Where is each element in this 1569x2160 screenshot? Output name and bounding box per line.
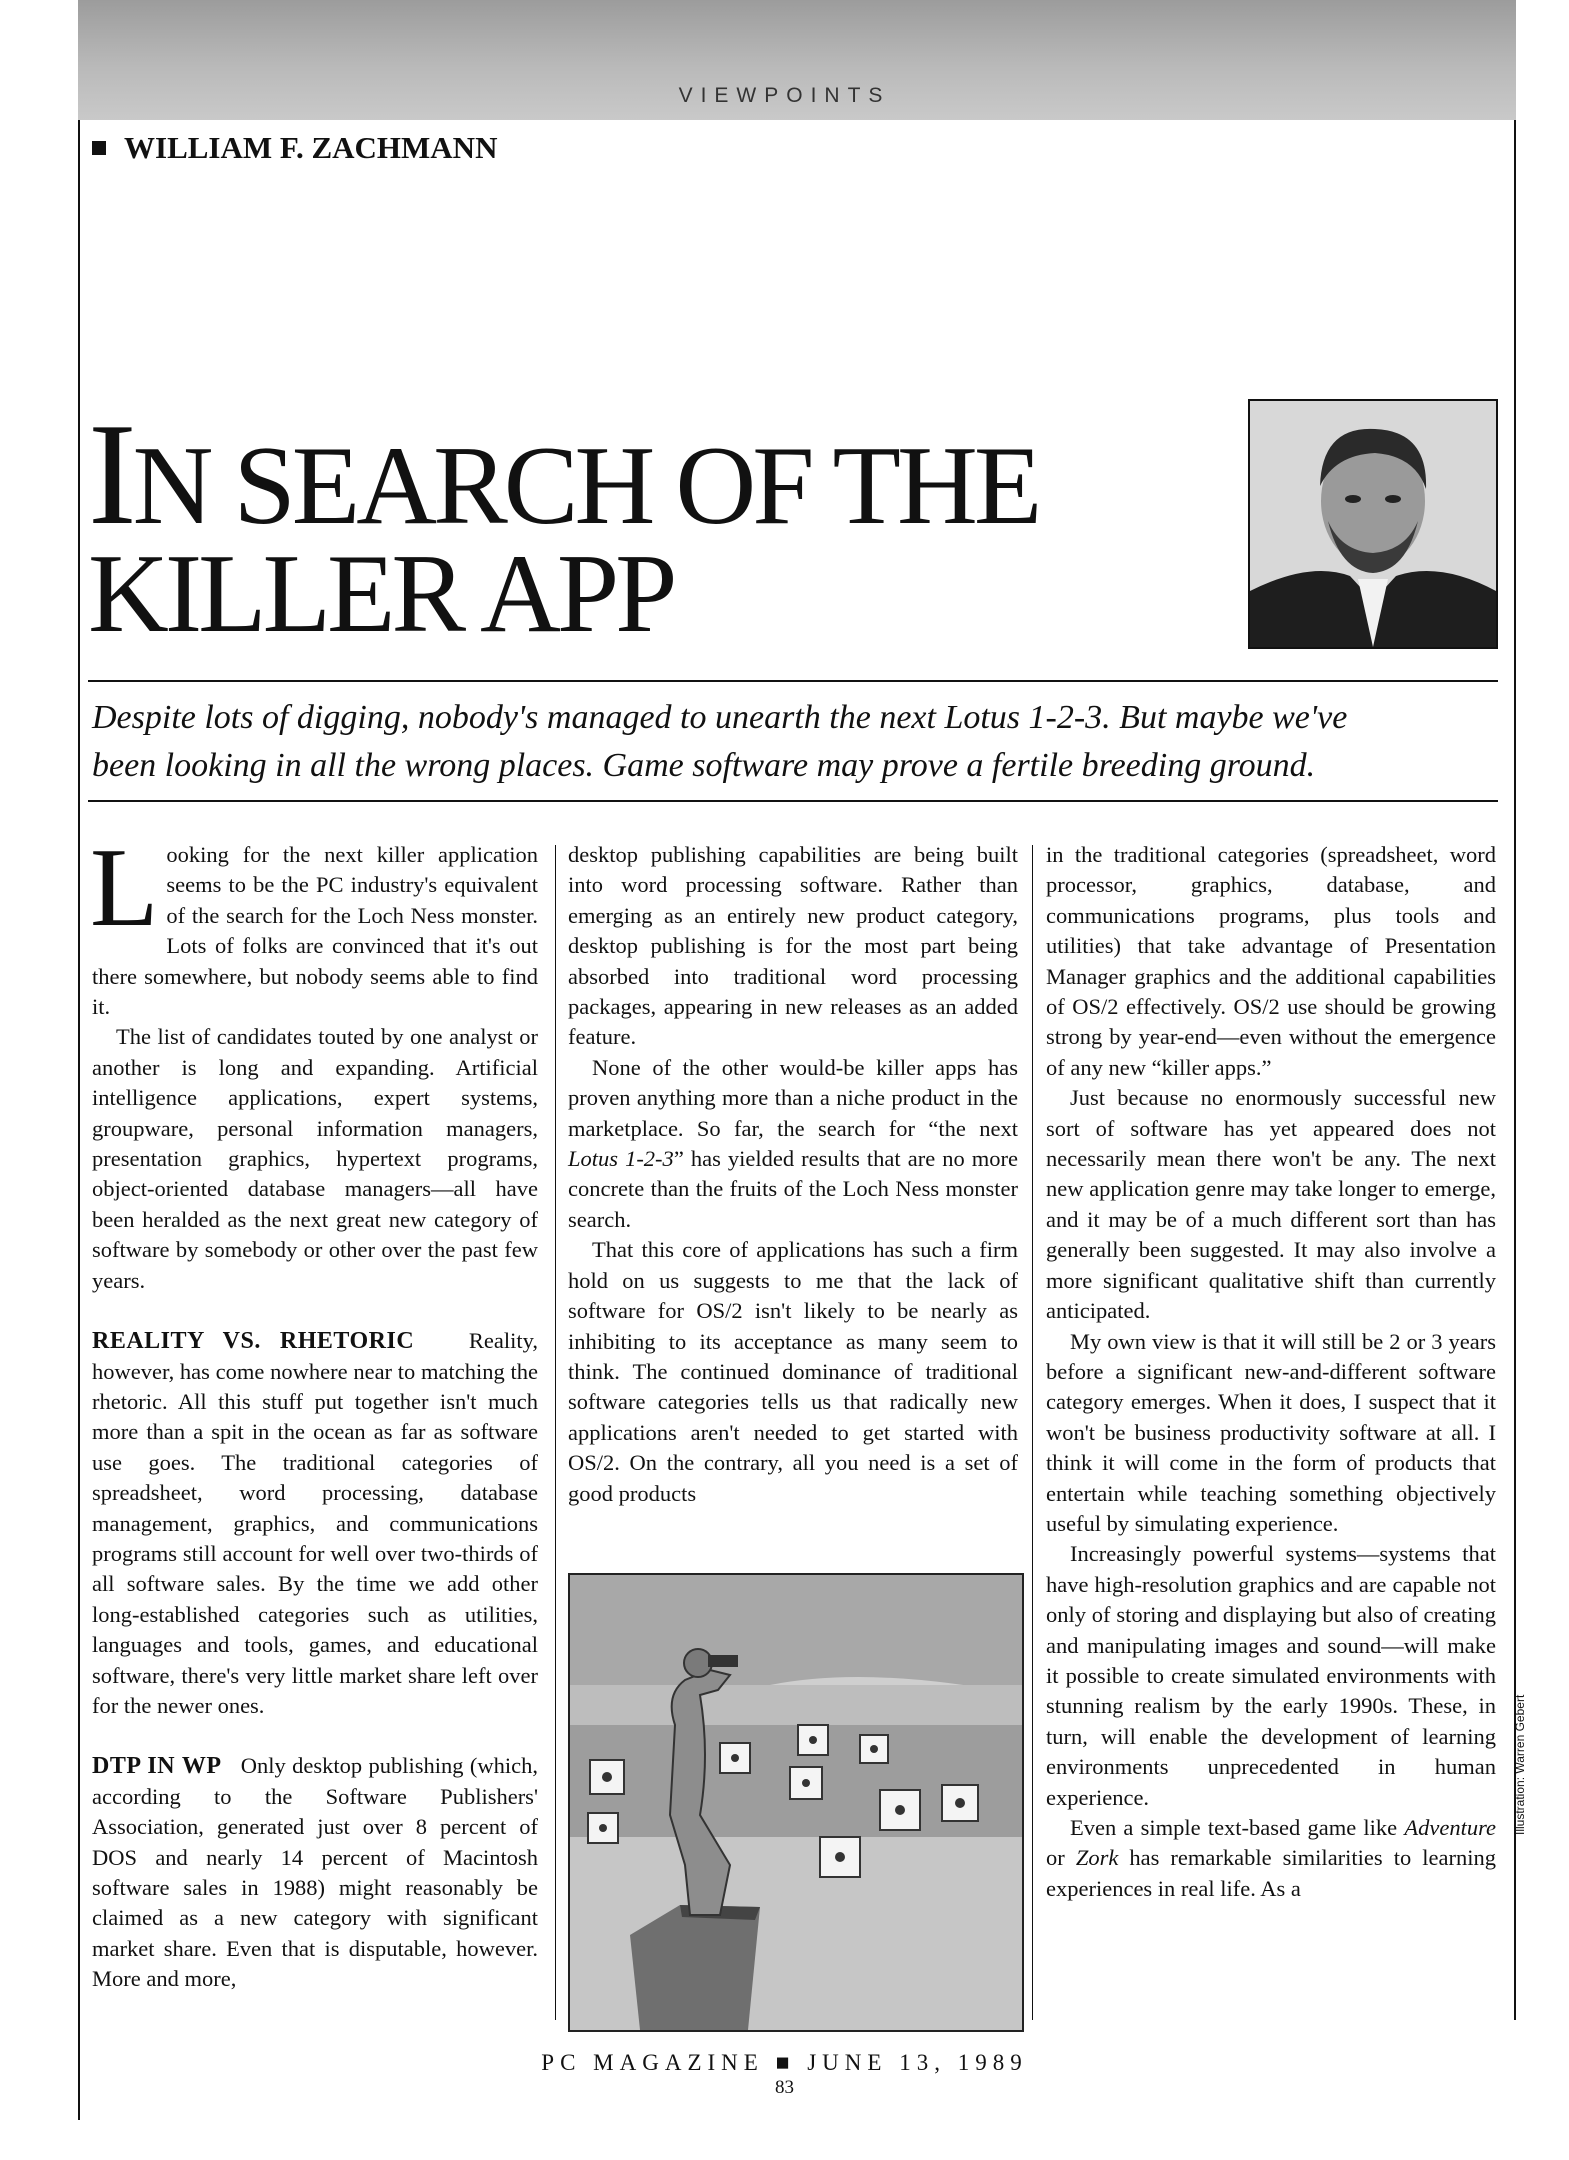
col1-paragraph-1: ooking for the next killer application seems to be the PC industry's equivalent of the search for the Loch Ness monster. Lots of folks are convinced that it's out there somewhere, but nobody seems able to find it. — [92, 842, 538, 1020]
bullet-square-icon — [92, 141, 106, 155]
col2-paragraph-2: None of the other would-be killer apps has proven anything more than a niche product in the marketplace. So far, the search for “the next Lotus 1-2-3” has yielded results that are no more concrete than the fruits of the Loch Ness monster search. — [568, 1054, 1018, 1232]
subhead-dtp-in-wp: DTP IN WP — [92, 1753, 222, 1780]
col1-paragraph-4: Only desktop publishing (which, according to the Software Publishers' Association, generated just over 8 percent of DOS and nearly 14 percent of Macintosh software sales in 1988) might reasonably be claimed as a new category with significant market share. Even that is disputable, however. More and more, — [92, 1753, 539, 1992]
portrait-photo — [1250, 401, 1496, 647]
rule-below-deck — [88, 800, 1498, 802]
column-2 — [568, 840, 1018, 1509]
drop-cap: L — [90, 826, 159, 950]
author-portrait — [1248, 399, 1498, 649]
page-number: 83 — [775, 2077, 794, 2098]
title-initial: I — [88, 393, 133, 555]
col3-paragraph-1: in the traditional categories (spreadsheet, word processor, graphics, database, and communications programs, plus tools and utilities) that take advantage of Presentation Manager graphics and the additional capabilities of OS/2 effectively. OS/2 use should be growing strong by year-end—even without the emergence of any new “killer apps.” — [1046, 842, 1496, 1080]
column-1 — [90, 826, 539, 1995]
section-label: VIEWPOINTS — [678, 84, 891, 107]
col2-paragraph-3: That this core of applications has such a firm hold on us suggests to me that the lack of software for OS/2 isn't likely to be nearly as inhibiting to its acceptance as many seem to think. The continued dominance of traditional software categories tells us that radically new applications aren't needed to get started with OS/2. On the contrary, all you need is a set of good products — [568, 1237, 1018, 1506]
rule-above-deck — [88, 680, 1498, 682]
title-line1: N SEARCH OF THE — [132, 424, 1039, 548]
col3-paragraph-3: My own view is that it will still be 2 or 3 years before a significant new-and-different software category emerges. When it does, I suspect that it won't be business productivity software at all. I think it will come in the form of products that entertain while teaching something objectively useful by simulating experience. — [1046, 1328, 1496, 1536]
col3-paragraph-4: Increasingly powerful systems—systems that have high-resolution graphics and are capable not only of storing and displaying but also of creating and manipulating images and sound—will make it possible to create simulated environments with stunning realism by the early 1990s. These, in turn, will enable the development of learning environments unprecedented in human experience. — [1046, 1541, 1496, 1810]
col1-paragraph-2: The list of candidates touted by one analyst or another is long and expanding. Artificial intelligence applications, expert systems, groupware, personal information managers, presentation graphics, hypertext programs, object-oriented database managers—all have been heralded as the next great new category of software by somebody or other over the past few years. — [92, 1024, 538, 1293]
column-rule-1 — [555, 845, 556, 2020]
footer-date: JUNE 13, 1989 — [807, 2050, 1028, 2075]
footer-magazine: PC MAGAZINE — [541, 2050, 764, 2075]
subhead-reality-vs-rhetoric: REALITY VS. RHETORIC — [92, 1328, 415, 1355]
column-3 — [1046, 840, 1496, 1904]
deck-line1: Despite lots of digging, nobody's managed to unearth the next Lotus 1-2-3. But maybe we've — [92, 699, 1348, 736]
deck-line2: been looking in all the wrong places. Game software may prove a fertile breeding ground. — [92, 747, 1316, 784]
col1-paragraph-3: Reality, however, has come nowhere near to matching the rhetoric. All this stuff put together isn't much more than a spit in the ocean as far as software use goes. The traditional categories of spreadsheet, word processing, database management, graphics, and communications programs still account for well over two-thirds of all software sales. By the time we add other long-established categories such as utilities, languages and tools, games, and educational software, there's very little market share left over for the newer ones. — [92, 1328, 539, 1718]
illustration-credit: Illustration: Warren Gebert — [1513, 1694, 1527, 1835]
illustration-art — [570, 1575, 1022, 2030]
article-title — [88, 393, 1039, 656]
illustration — [568, 1573, 1024, 2032]
col3-paragraph-2: Just because no enormously successful new sort of software has yet appeared does not necessarily mean there won't be any. The next new application genre may take longer to emerge, and it may be of a much different sort than has generally been suggested. It may also involve a more significant qualitative shift than currently anticipated. — [1046, 1085, 1496, 1324]
column-rule-2 — [1032, 845, 1033, 2020]
title-line2: KILLER APP — [88, 532, 674, 656]
page-footer — [0, 2050, 1569, 2076]
article-deck — [92, 694, 1502, 790]
col2-paragraph-1: desktop publishing capabilities are being built into word processing software. Rather than emerging as an entirely new product category, desktop publishing is for the most part being absorbed into traditional word processing packages, appearing in new releases as an added feature. — [568, 842, 1018, 1050]
author-name: WILLIAM F. ZACHMANN — [124, 130, 498, 165]
left-rule — [78, 120, 80, 2120]
footer-bullet-icon: ■ — [775, 2050, 796, 2075]
author-byline — [92, 130, 497, 166]
col3-paragraph-5: Even a simple text-based game like Adventure or Zork has remarkable similarities to learning experiences in real life. As a — [1046, 1815, 1496, 1901]
